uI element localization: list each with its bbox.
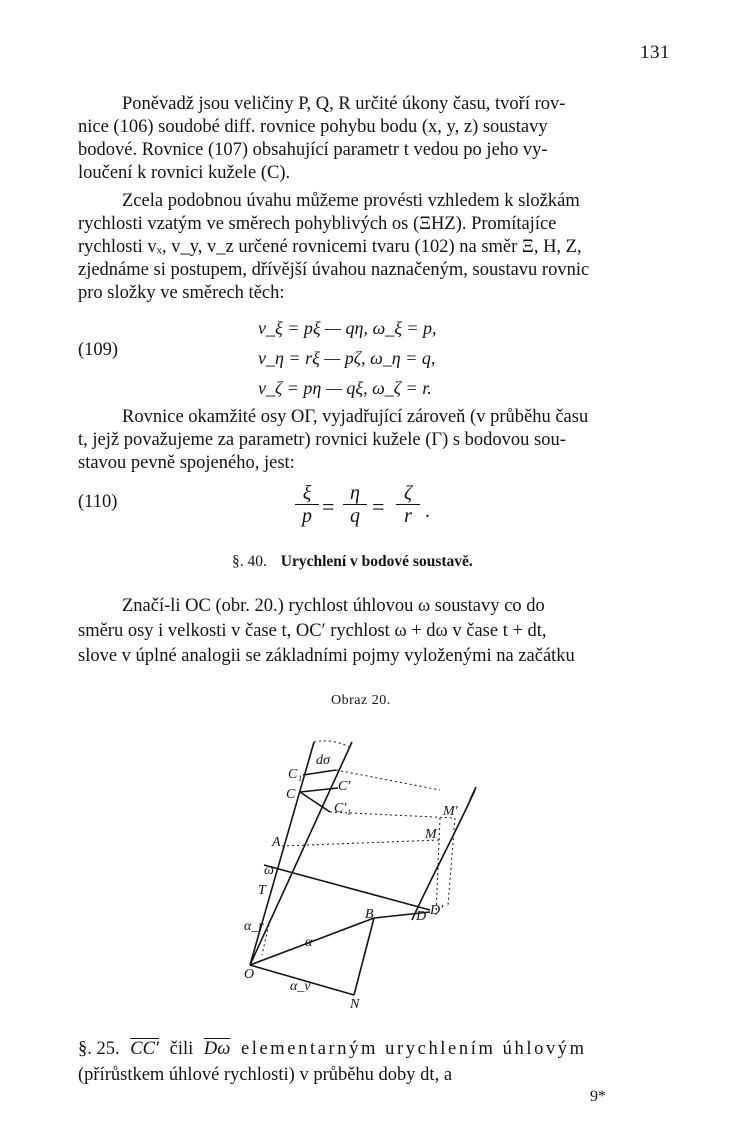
para2-line: pro složky ve směrech těch: [78, 283, 285, 303]
section-title: Urychlení v bodové soustavě. [280, 553, 473, 570]
arrow-head [470, 787, 476, 800]
arc-dsigma [314, 741, 352, 748]
dotted-vertical-mp [448, 818, 455, 905]
equation-110-label: (110) [78, 492, 118, 512]
line-c1-c [303, 770, 336, 775]
equals-sign: = [322, 494, 335, 519]
numerator: ζ [396, 482, 420, 505]
label-c: C [286, 787, 296, 802]
footnote-urychleni: elementarným urychlením úhlovým [240, 1039, 587, 1059]
footnote-line-1 [78, 1036, 678, 1062]
figure-caption: Obraz 20. [331, 693, 391, 708]
label-alpha-v: α_v [290, 979, 311, 994]
footnote-cili: čili [169, 1039, 194, 1059]
label-alpha: α [305, 935, 313, 950]
line-c-c1prime [300, 792, 330, 812]
label-alpha-r: α_r [244, 919, 264, 934]
para3-line: t, jejž považujeme za parametr) rovnici kužele (Γ) s bodovou sou- [78, 430, 566, 450]
footnote-cc-prime: CC′ [130, 1039, 159, 1059]
label-b: B [365, 907, 374, 922]
signature-mark: 9* [590, 1088, 606, 1105]
numerator: η [343, 482, 367, 505]
denominator: q [350, 505, 360, 527]
denominator: r [404, 505, 412, 527]
para2-line: zjednáme si postupem, dřívější úvahou naznačeným, soustavu rovnic [78, 260, 590, 280]
para4-line: slove v úplné analogii se základními pojmy vyloženými na začátku [78, 646, 575, 666]
line-cc-prime [300, 788, 338, 792]
equation-109-line-3: v_ζ = pη — qξ, ω_ζ = r. [258, 378, 432, 398]
footnote-section: §. 25. [78, 1039, 120, 1059]
label-d-prime: D′ [430, 903, 444, 918]
equation-109-line-1: v_ξ = pξ — qη, ω_ξ = p, [258, 318, 437, 338]
para1-line: Poněvadž jsou veličiny P, Q, R určité úkony času, tvoří rov- [122, 94, 566, 114]
label-a: A [272, 835, 281, 850]
dotted-to-m [336, 770, 440, 790]
label-c1: C₁ [288, 767, 303, 782]
label-dsigma: dσ [316, 753, 330, 768]
para1-line: bodové. Rovnice (107) obsahující parametr t vedou po jeho vy- [78, 140, 548, 160]
label-m-prime: M′ [443, 804, 458, 819]
equation-109-line-2: v_η = rξ — pζ, ω_η = q, [258, 348, 436, 368]
numerator: ξ [295, 482, 319, 505]
label-m: M [425, 827, 437, 842]
para3-line: Rovnice okamžité osy OΓ, vyjadřující zároveň (v průběhu času [122, 407, 589, 427]
section-number: §. 40. [232, 553, 267, 570]
line-bn [354, 918, 374, 995]
label-o: O [244, 967, 255, 982]
para4-line: směru osy i velkosti v čase t, OC′ rychlost ω + dω v čase t + dt, [78, 621, 547, 641]
equation-109-label: (109) [78, 340, 119, 360]
para3-line: stavou pevně spojeného, jest: [78, 453, 295, 473]
equals-sign: = [372, 494, 385, 519]
label-d: D [416, 909, 427, 924]
para1-line: nice (106) soudobé diff. rovnice pohybu bodu (x, y, z) soustavy [78, 117, 548, 137]
label-t: T [258, 883, 266, 898]
para2-line: Zcela podobnou úvahu můžeme provésti vzhledem k složkám [122, 191, 580, 211]
para1-line: loučení k rovnici kužele (C). [78, 163, 291, 183]
para4-line: Značí-li OC (obr. 20.) rychlost úhlovou ω soustavy co do [122, 596, 545, 616]
footnote-line-2: (přírůstkem úhlové rychlosti) v průběhu doby dt, a [78, 1065, 453, 1085]
para2-line: rychlosti vₓ, v_y, v_z určené rovnicemi tvaru (102) na směr Ξ, H, Z, [78, 237, 582, 257]
para2-line: rychlosti vzatým ve směrech pohyblivých os (ΞHZ). Promítajíce [78, 214, 557, 234]
equation-end: . [425, 500, 430, 522]
label-n: N [350, 997, 360, 1012]
page-number: 131 [640, 42, 670, 63]
label-c1-prime: C′₁ [334, 801, 352, 816]
label-c-prime: C′ [338, 779, 351, 794]
denominator: p [302, 505, 312, 527]
footnote-domega: $\overline{D\omega}$ [203, 1039, 231, 1059]
label-omega: ω [264, 863, 274, 878]
line-t-d [264, 865, 430, 910]
